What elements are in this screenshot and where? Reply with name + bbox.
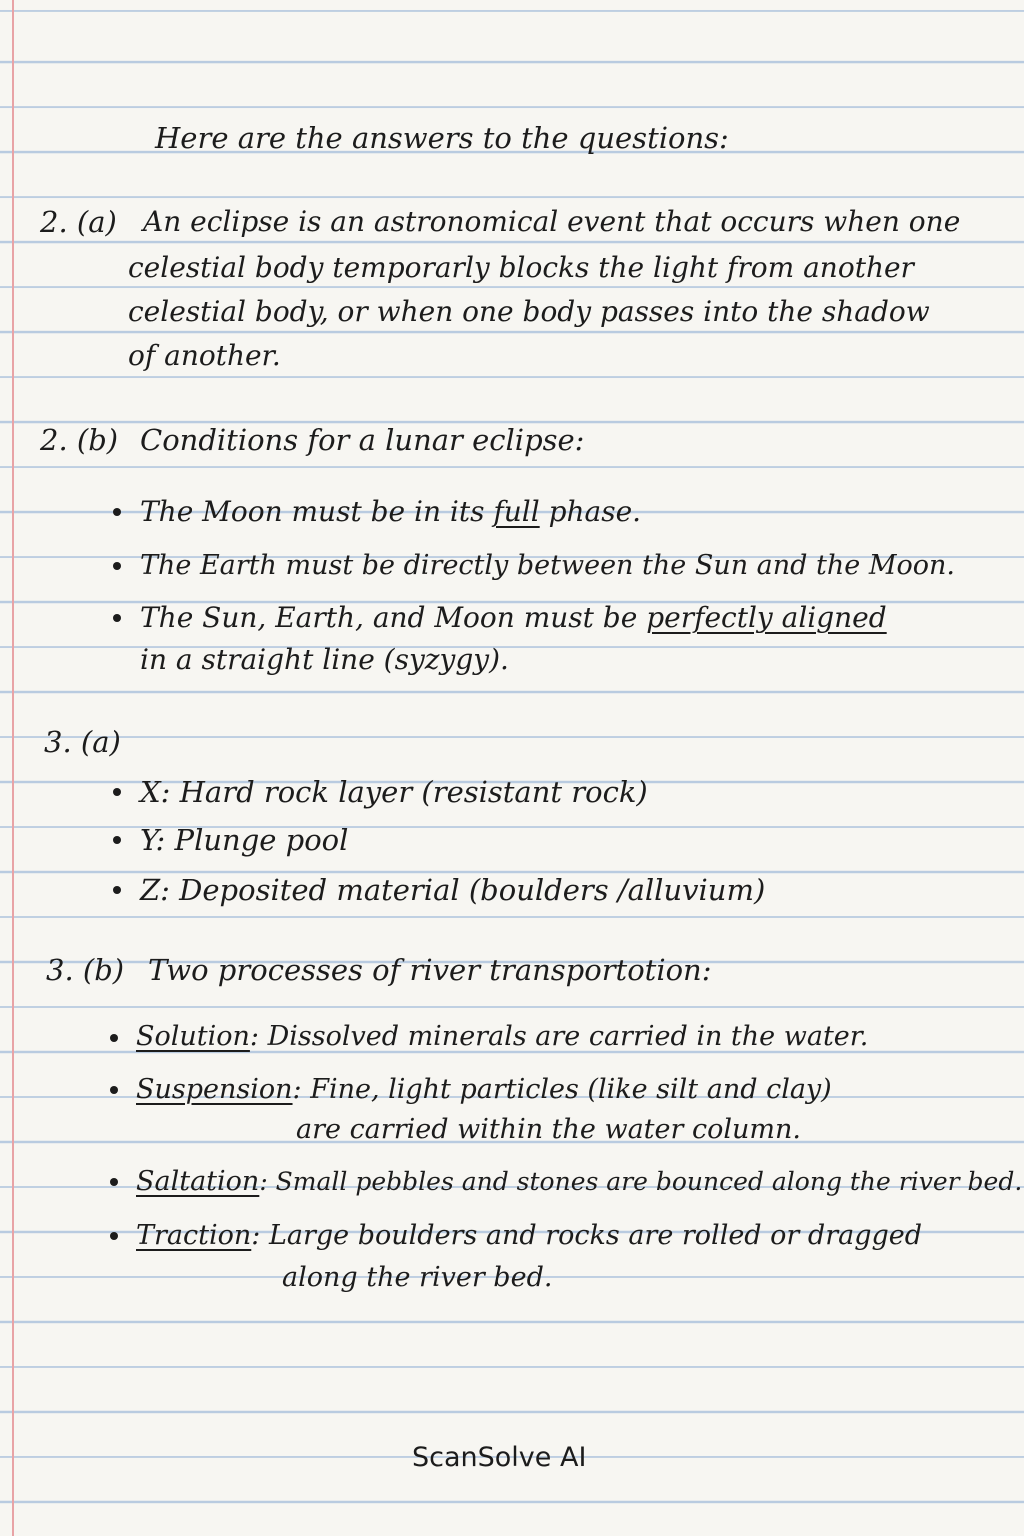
- margin-line: [12, 0, 14, 1536]
- q2a-line-2: celestial body temporarly blocks the light from another: [128, 251, 914, 284]
- q3b-term-solution: Solution: [136, 1021, 250, 1052]
- q2b-title: Conditions for a lunar eclipse:: [140, 423, 585, 457]
- q3a-item-z: Z: Deposited material (boulders /alluvium): [140, 873, 766, 907]
- q3a-number: 3. (a): [44, 725, 121, 759]
- bullet-dot: [110, 1232, 118, 1240]
- q3b-suspension-line-2: are carried within the water column.: [296, 1114, 801, 1145]
- page-heading: Here are the answers to the questions:: [155, 121, 729, 155]
- q3b-item-solution: [136, 1017, 868, 1057]
- q2b-b1-pre: The Moon must be in its: [140, 495, 494, 528]
- bullet-dot: [113, 562, 121, 570]
- q2a-line-1: An eclipse is an astronomical event that occurs when one: [143, 205, 961, 238]
- q3b-text-traction: : Large boulders and rocks are rolled or dragged: [251, 1220, 923, 1251]
- q2a-line-4: of another.: [128, 339, 281, 372]
- q2a-line-3: celestial body, or when one body passes into the shadow: [128, 295, 930, 328]
- q3b-item-saltation: [136, 1162, 1022, 1202]
- q3b-text-saltation: : Small pebbles and stones are bounced along the river bed.: [259, 1167, 1023, 1196]
- q2b-bullet-3-line-2: in a straight line (syzygy).: [140, 643, 509, 676]
- q2b-b3-pre: The Sun, Earth, and Moon must be: [140, 601, 647, 634]
- q2b-bullet-3: [140, 598, 887, 638]
- q3b-item-traction: [136, 1216, 922, 1256]
- bullet-dot: [110, 1034, 118, 1042]
- q3b-traction-line-2: along the river bed.: [282, 1262, 553, 1293]
- bullet-dot: [113, 836, 121, 844]
- q3b-number: 3. (b): [46, 953, 125, 987]
- bullet-dot: [113, 614, 121, 622]
- q2b-bullet-1: [140, 492, 641, 532]
- q3b-text-suspension: : Fine, light particles (like silt and clay): [292, 1074, 832, 1105]
- q2b-bullet-2: The Earth must be directly between the Sun and the Moon.: [140, 550, 955, 581]
- q3a-item-y: Y: Plunge pool: [140, 823, 349, 857]
- bullet-dot: [110, 1086, 118, 1094]
- bullet-dot: [110, 1178, 118, 1186]
- bullet-dot: [113, 508, 121, 516]
- q3a-item-x: X: Hard rock layer (resistant rock): [140, 775, 648, 809]
- q3b-term-traction: Traction: [136, 1220, 252, 1251]
- bullet-dot: [113, 788, 121, 796]
- q2b-b3-underlined: perfectly aligned: [646, 601, 887, 634]
- q3b-title: Two processes of river transportotion:: [148, 953, 712, 987]
- bullet-dot: [113, 886, 121, 894]
- q2b-b1-post: phase.: [539, 495, 642, 528]
- q3b-term-saltation: Saltation: [136, 1166, 260, 1197]
- q2a-number: 2. (a): [40, 205, 117, 239]
- q2b-b1-underlined: full: [493, 495, 540, 528]
- q3b-text-solution: : Dissolved minerals are carried in the water.: [249, 1021, 869, 1052]
- q3b-item-suspension: [136, 1070, 832, 1110]
- q2b-number: 2. (b): [40, 423, 119, 457]
- footer-brand: ScanSolve AI: [412, 1442, 587, 1473]
- q3b-term-suspension: Suspension: [136, 1074, 293, 1105]
